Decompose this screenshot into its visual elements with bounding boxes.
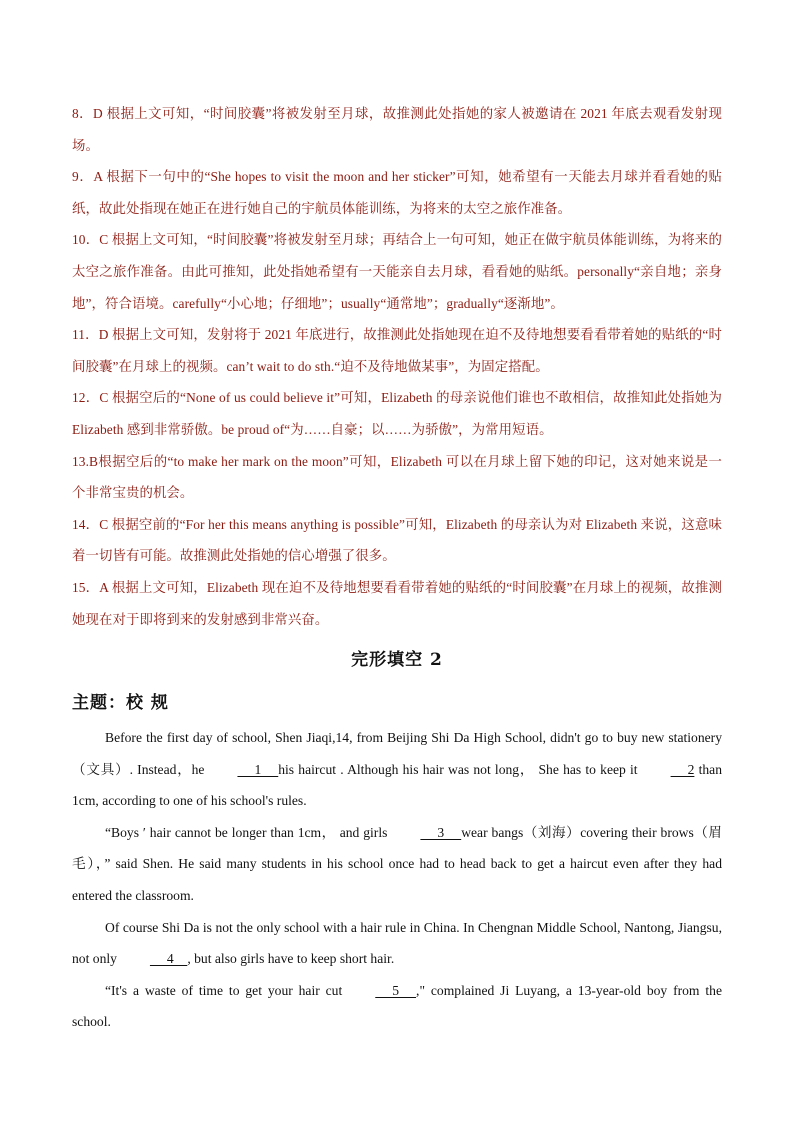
paragraph-text: Of course Shi Da is not the only school with a hair rule in China. In Chengnan Middle School, Nantong, Jiangsu, not only [72, 919, 722, 967]
answer-item-13: 13.B根据空后的“to make her mark on the moon”可知，Elizabeth 可以在月球上留下她的印记，这对她来说是一个非常宝贵的机会。 [72, 453, 722, 501]
answer-item-11: 11．D 根据上文可知，发射将于 2021 年底进行，故推测此处指她现在迫不及待地想要看看带着她的贴纸的“时间胶囊”在月球上的视频。can’t wait to do sth.“迫不及待地做某事”，为固定搭配。 [72, 327, 722, 374]
topic-heading: 主题：校 规 [72, 693, 169, 713]
answer-item-14: 14．C 根据空前的“For her this means anything is possible”可知，Elizabeth 的母亲认为对 Elizabeth 来说，这意味着一切皆有可能。故推测此处指她的信心增强了很多。 [72, 516, 722, 564]
section-title: 完形填空 2 [351, 650, 443, 670]
blank-3: 3 [420, 824, 462, 840]
answer-item-15: 15．A 根据上文可知，Elizabeth 现在迫不及待地想要看看带着她的贴纸的“时间胶囊”在月球上的视频，故推测她现在对于即将到来的发射感到非常兴奋。 [72, 579, 722, 627]
paragraph-text: his haircut . Although his hair was not long， She has to keep it [278, 761, 638, 777]
blank-1: 1 [237, 761, 279, 777]
paragraph-text: wear bangs（刘海）covering their brows（眉毛），” said Shen. He said many students in his school once had to head back to get a haircut even after they had entered the classroom. [72, 824, 722, 903]
passage-paragraph-3 [72, 912, 722, 975]
answer-item-10: 10．C 根据上文可知，“时间胶囊”将被发射至月球；再结合上一句可知，她正在做宇航员体能训练，为将来的太空之旅作准备。由此可推知，此处指她希望有一天能亲自去月球，看看她的贴纸。personally“亲自地；亲身地”，符合语境。carefully“小心地；仔细地”；usually“通常地”；gradually“逐渐地”。 [72, 232, 722, 311]
answer-item-8: 8．D 根据上文可知，“时间胶囊”将被发射至月球，故推测此处指她的家人被邀请在 2021 年底去观看发射现场。 [72, 106, 722, 153]
paragraph-text: “Boys ′ hair cannot be longer than 1cm， and girls [105, 824, 388, 840]
paragraph-text: ," complained Ji Luyang, a 13-year-old boy from the school. [72, 982, 722, 1030]
answer-item-9: 9．A 根据下一句中的“She hopes to visit the moon and her sticker”可知，她希望有一天能去月球并看看她的贴纸，故此处指现在她正在进行她自己的宇航员体能训练，为将来的太空之旅作准备。 [72, 169, 722, 216]
blank-4: 4 [149, 951, 188, 967]
paragraph-text: Before the first day of school, Shen Jiaqi,14, from Beijing Shi Da High School, didn't go to buy new stationery（文具）. Instead，he [72, 730, 722, 777]
passage-paragraph-4 [72, 975, 722, 1038]
paragraph-text: than 1cm, according to one of his school's rules. [72, 761, 722, 809]
blank-5: 5 [375, 982, 417, 998]
cloze-passage [72, 722, 722, 1038]
paragraph-text: , but also girls have to keep short hair. [187, 951, 395, 967]
answer-explanations [72, 98, 722, 635]
passage-paragraph-2 [72, 817, 722, 912]
blank-2: 2 [670, 761, 695, 777]
passage-paragraph-1 [72, 722, 722, 817]
paragraph-text: “It's a waste of time to get your hair cut [105, 982, 343, 998]
answer-item-12: 12．C 根据空后的“None of us could believe it”可知，Elizabeth 的母亲说他们谁也不敢相信，故推知此处指她为 Elizabeth 感到非常骄傲。be proud of“为……自豪；以……为骄傲”，为常用短语。 [72, 390, 722, 437]
